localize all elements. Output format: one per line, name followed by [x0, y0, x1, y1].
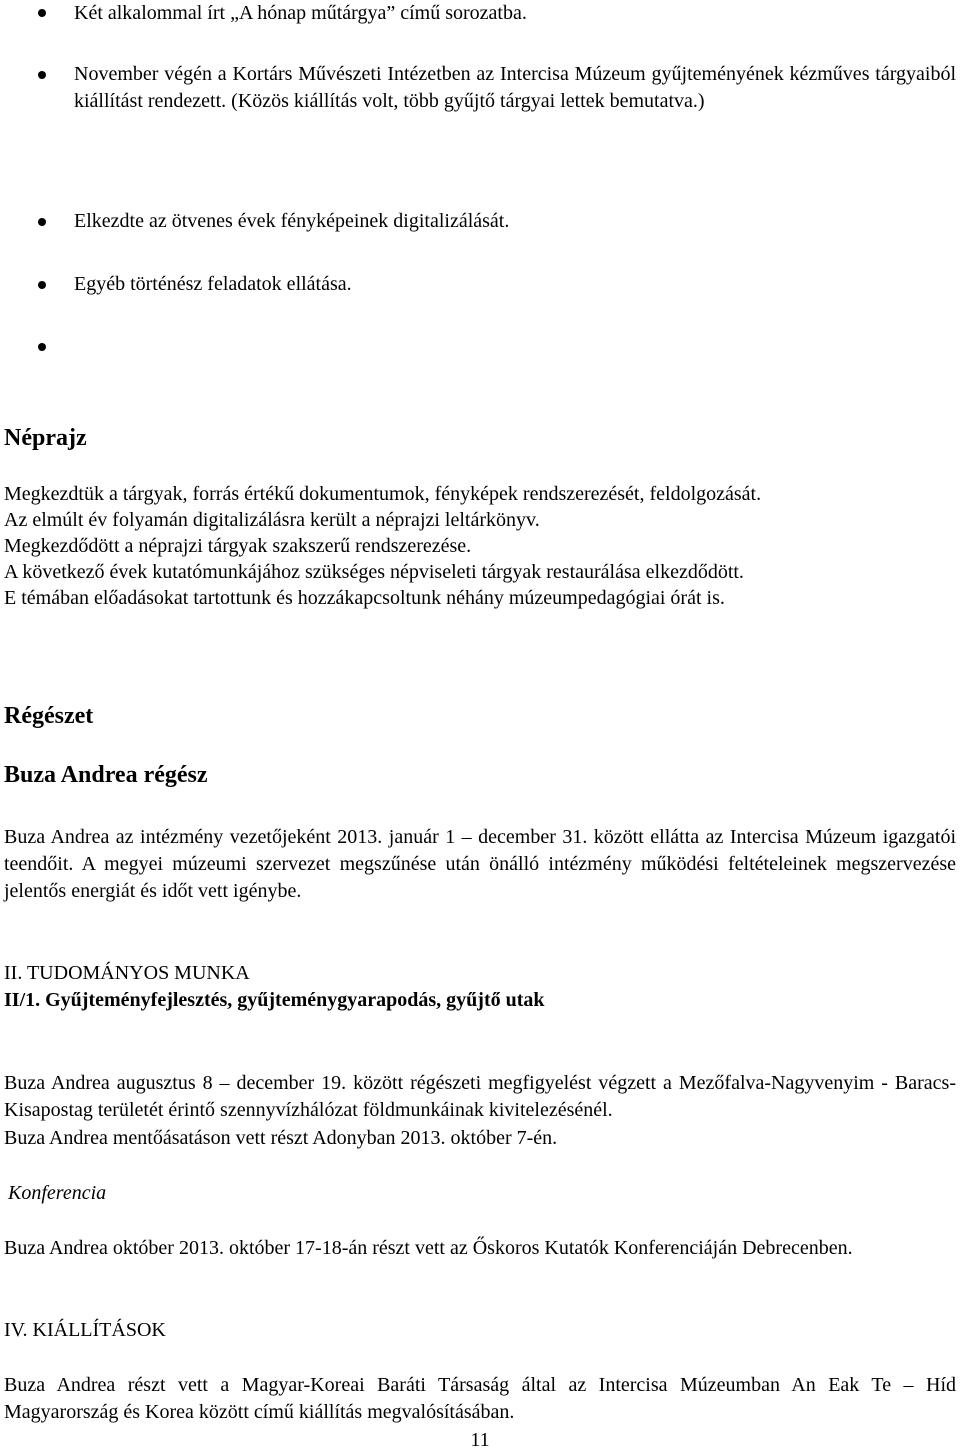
text-line: Az elmúlt év folyamán digitalizálásra került a néprajzi leltárkönyv.	[4, 509, 540, 531]
page-number: 11	[470, 1429, 490, 1451]
kiallitasok-paragraph: Buza Andrea részt vett a Magyar-Koreai Baráti Társaság által az Intercisa Múzeumban An Eak Te – Híd Magyarország és Korea között című kiállítás megvalósításában.	[4, 1374, 956, 1423]
list-item-text: Elkezdte az ötvenes évek fényképeinek digitalizálását.	[74, 210, 510, 232]
konferencia-paragraph: Buza Andrea október 2013. október 17-18-án részt vett az Őskoros Kutatók Konferenciáján Debrecenben.	[4, 1237, 853, 1259]
list-item-text: Két alkalommal írt „A hónap műtárgya” című sorozatba.	[74, 2, 527, 24]
tudomanyos-paragraph-1: Buza Andrea augusztus 8 – december 19. között régészeti megfigyelést végzett a Mezőfalva-Nagyvenyim - Baracs-Kisapostag területét érintő szennyvízhálózat földmunkáinak kivitelezésénél.	[4, 1072, 956, 1121]
list-item-text: Egyéb történész feladatok ellátása.	[74, 273, 352, 295]
tudomanyos-subheading: II/1. Gyűjteményfejlesztés, gyűjteménygyarapodás, gyűjtő utak	[4, 989, 545, 1011]
bullet-dot-icon	[38, 9, 46, 17]
regeszet-subheading: Buza Andrea régész	[4, 762, 208, 788]
kiallitasok-heading: IV. KIÁLLÍTÁSOK	[4, 1319, 166, 1341]
neprajz-heading: Néprajz	[4, 425, 87, 451]
bullet-dot-icon	[38, 218, 46, 226]
bullet-dot-icon	[38, 281, 46, 289]
tudomanyos-heading: II. TUDOMÁNYOS MUNKA	[4, 962, 250, 984]
text-line: Megkezdtük a tárgyak, forrás értékű dokumentumok, fényképek rendszerezését, feldolgozását.	[4, 483, 762, 505]
text-line: Megkezdődött a néprajzi tárgyak szakszerű rendszerezése.	[4, 535, 472, 557]
regeszet-paragraph: Buza Andrea az intézmény vezetőjeként 2013. január 1 – december 31. között ellátta az Intercisa Múzeum igazgatói teendőit. A megyei múzeumi szervezet megszűnése után önálló intézmény működési feltételeinek megszervezése jelentős energiát és időt vett igénybe.	[4, 826, 956, 902]
regeszet-heading: Régészet	[4, 703, 94, 729]
bullet-dot-icon	[38, 343, 46, 351]
bullet-dot-icon	[38, 71, 46, 79]
text-line: A következő évek kutatómunkájához szükséges népviseleti tárgyak restaurálása elkezdődött.	[4, 561, 744, 583]
list-item-text: November végén a Kortárs Művészeti Intézetben az Intercisa Múzeum gyűjteményének kézműves tárgyaiból kiállítást rendezett. (Közös kiállítás volt, több gyűjtő tárgyai lettek bemutatva.)	[74, 63, 956, 112]
tudomanyos-paragraph-2: Buza Andrea mentőásatáson vett részt Adonyban 2013. október 7-én.	[4, 1127, 558, 1149]
neprajz-lines	[4, 481, 956, 611]
konferencia-heading: Konferencia	[8, 1182, 107, 1204]
text-line: E témában előadásokat tartottunk és hozzákapcsoltunk néhány múzeumpedagógiai órát is.	[4, 587, 725, 609]
